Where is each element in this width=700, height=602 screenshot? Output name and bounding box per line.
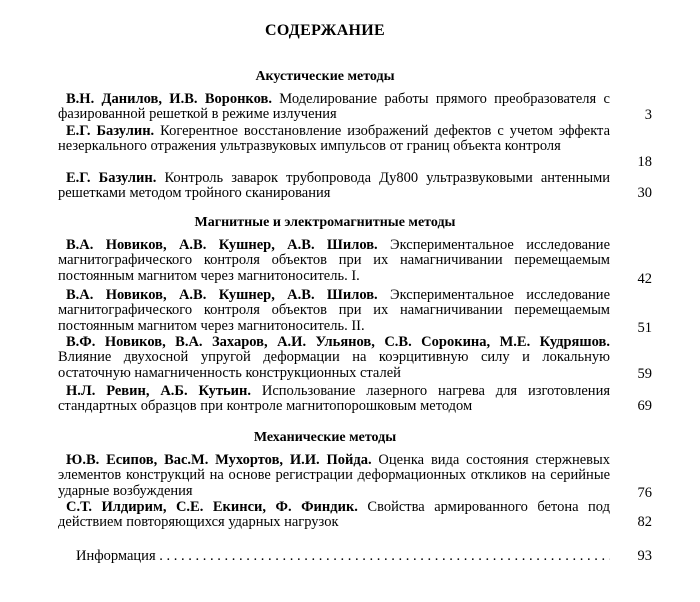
entry-title: Контроль заварок трубопровода Ду800 ультразвуковыми антенными решетками методом тройного сканирования	[58, 170, 611, 202]
entry-authors: В.А. Новиков, А.В. Кушнер, А.В. Шилов.	[66, 237, 378, 253]
section-heading-magnetic: Магнитные и электромагнитные методы	[194, 215, 456, 230]
section-heading-mechanical: Механические методы	[253, 430, 397, 445]
entry-page-number: 30	[637, 185, 652, 201]
info-entry: Информация . . .	[76, 548, 610, 565]
entry-authors: Е.Г. Базулин.	[66, 170, 157, 186]
entry-page-number: 82	[637, 514, 652, 530]
entry-authors: С.Т. Илдирим, С.Е. Екинси, Ф. Финдик.	[66, 499, 358, 515]
entry-title: Экспериментальное исследование магнитографического контроля объектов при их намагничивании перемещаемым постоянным магнитом через магнитоноситель. II.	[58, 287, 611, 334]
entry-page-number: 18	[637, 154, 652, 170]
page-title: СОДЕРЖАНИЕ	[264, 22, 386, 39]
toc-entry	[58, 384, 610, 415]
entry-title: Свойства армированного бетона под действием повторяющихся ударных нагрузок	[58, 499, 610, 531]
entry-title: Использование лазерного нагрева для изготовления стандартных образцов при контроле магнитопорошковым методом	[58, 383, 610, 415]
entry-authors: Е.Г. Базулин.	[66, 123, 155, 139]
entry-title: Моделирование работы прямого преобразователя с фазированной решеткой в режиме излучения	[58, 91, 610, 123]
entry-page-number: 69	[637, 398, 652, 414]
info-page-number: 93	[637, 548, 652, 564]
entry-page-number: 59	[637, 366, 652, 382]
toc-entry	[58, 124, 610, 155]
entry-title: Оценка вида состояния стержневых элементов конструкций на основе регистрации деформационных откликов на серийные ударные возбуждения	[58, 452, 610, 499]
entry-title: Влияние двухосной упругой деформации на коэрцитивную силу и локальную остаточную намагниченность конструкционных сталей	[58, 349, 610, 381]
toc-entry	[58, 238, 610, 284]
entry-title: Когерентное восстановление изображений дефектов с учетом эффекта незеркального отражения ультразвуковых импульсов от границ объекта контроля	[58, 123, 611, 155]
toc-entry	[58, 500, 610, 531]
toc-entry	[58, 288, 610, 334]
entry-authors: В.Ф. Новиков, В.А. Захаров, А.И. Ульянов, С.В. Сорокина, М.Е. Кудряшов.	[66, 334, 610, 350]
entry-page-number: 76	[637, 485, 652, 501]
entry-page-number: 42	[637, 271, 652, 287]
toc-entry	[58, 335, 610, 381]
entry-authors: Ю.В. Есипов, Вас.М. Мухортов, И.И. Пойда.	[66, 452, 372, 468]
toc-entry	[58, 171, 610, 202]
entry-authors: В.А. Новиков, А.В. Кушнер, А.В. Шилов.	[66, 287, 378, 303]
entry-page-number: 3	[644, 107, 652, 123]
entry-page-number: 51	[637, 320, 652, 336]
toc-entry	[58, 453, 610, 499]
section-heading-acoustic: Акустические методы	[255, 69, 395, 84]
toc-entry	[58, 92, 610, 123]
entry-title: Экспериментальное исследование магнитографического контроля объектов при их намагничивании перемещаемым постоянным магнитом через магнитоноситель. I.	[58, 237, 611, 284]
entry-authors: В.Н. Данилов, И.В. Воронков.	[66, 91, 272, 107]
entry-authors: Н.Л. Ревин, А.Б. Кутьин.	[66, 383, 252, 399]
